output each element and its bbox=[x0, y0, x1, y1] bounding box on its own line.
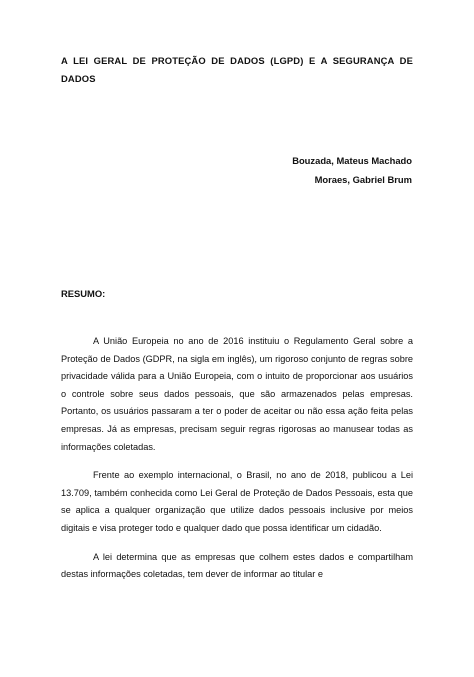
abstract-paragraph: Frente ao exemplo internacional, o Brasil, no ano de 2018, publicou a Lei 13.709, também conhecida como Lei Geral de Proteção de Dados Pessoais, esta que se aplica a qualquer organização que utilize dados pessoais inclusive por meios digitais e visa proteger todo e qualquer dado que possa identificar um cidadão. bbox=[61, 470, 413, 533]
abstract-heading: RESUMO: bbox=[61, 288, 106, 299]
abstract-body bbox=[61, 333, 413, 595]
abstract-paragraph: A lei determina que as empresas que colhem estes dados e compartilham destas informações coletadas, tem dever de informar ao titular e bbox=[61, 551, 413, 580]
author-name: Bouzada, Mateus Machado bbox=[292, 155, 412, 166]
author-list bbox=[292, 151, 412, 189]
author-name: Moraes, Gabriel Brum bbox=[314, 174, 412, 185]
abstract-paragraph: A União Europeia no ano de 2016 instituiu o Regulamento Geral sobre a Proteção de Dados (GDPR, na sigla em inglês), um rigoroso conjunto de regras sobre privacidade válida para a União Europeia, com o intuito de proporcionar aos usuários o controle sobre seus dados pessoais, que são armazenados pelas empresas. Portanto, os usuários passaram a ter o poder de aceitar ou não essa ação feita pelas empresas. Já as empresas, precisam seguir regras rigorosas ao manusear todas as informações coletadas. bbox=[61, 336, 413, 452]
paper-title: A LEI GERAL DE PROTEÇÃO DE DADOS (LGPD) E A SEGURANÇA DE DADOS bbox=[61, 55, 413, 84]
